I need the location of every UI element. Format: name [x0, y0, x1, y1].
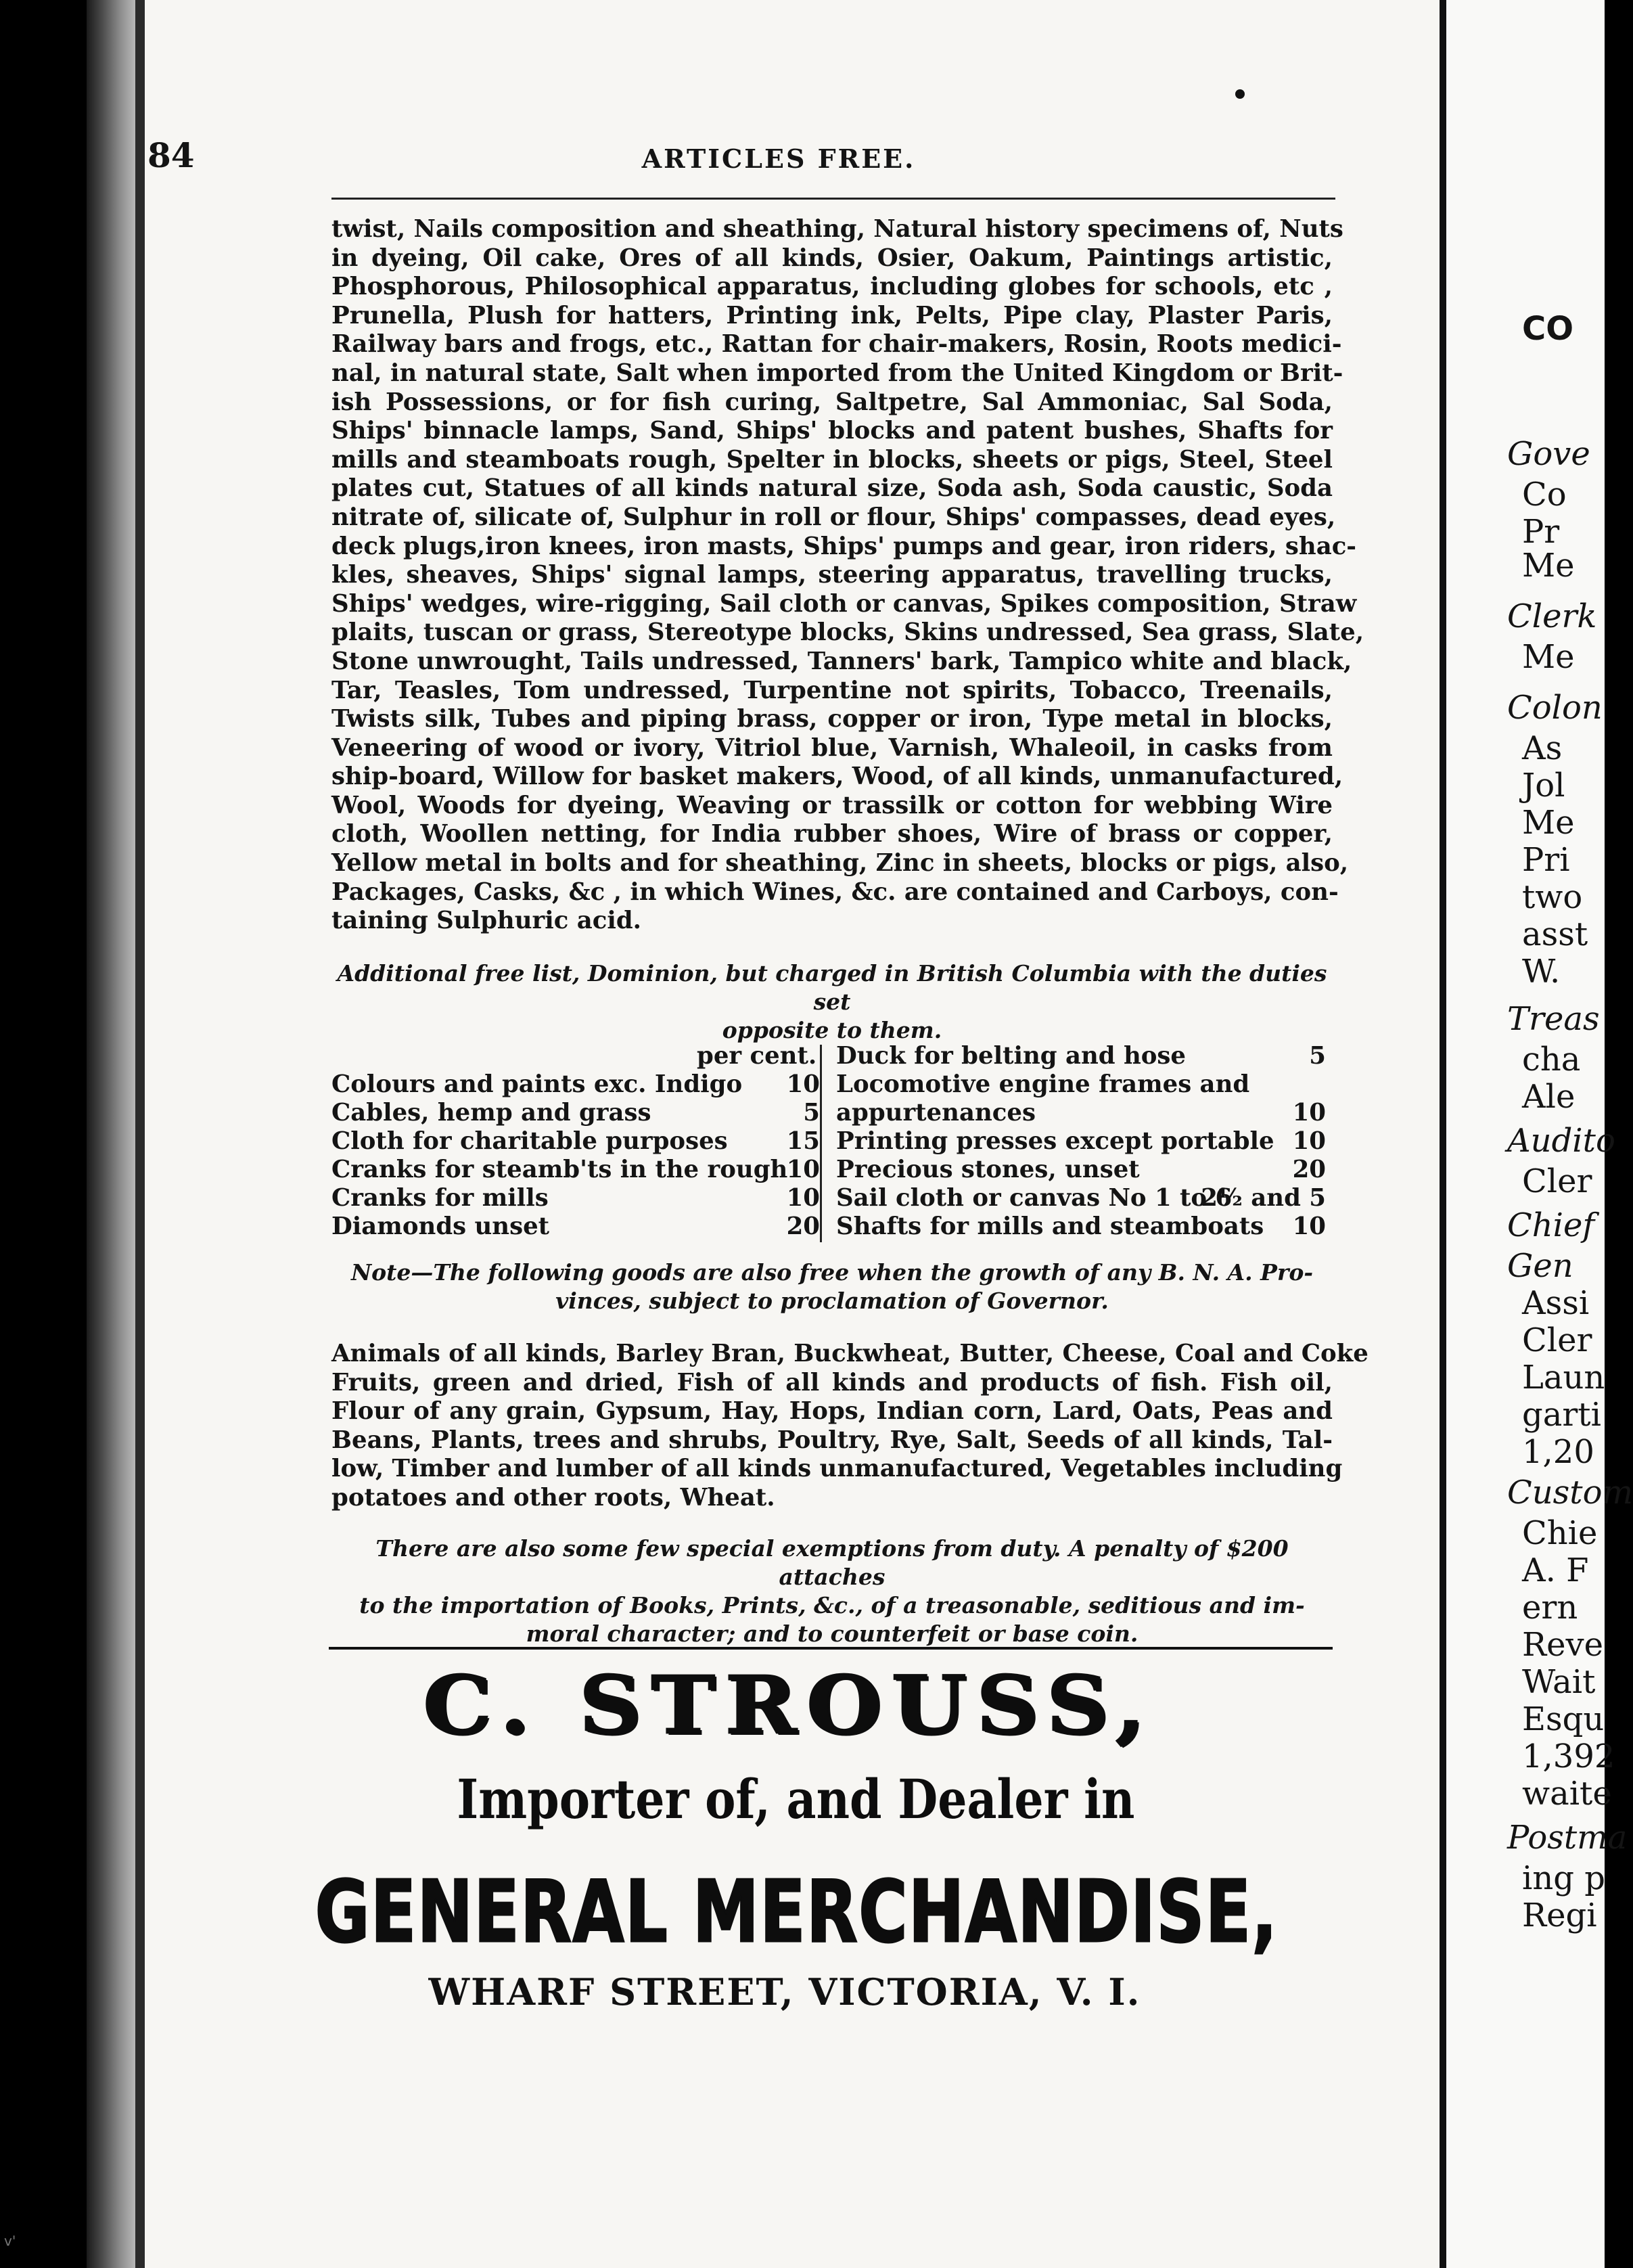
text-line: in dyeing, Oil cake, Ores of all kinds, Osier, Oakum, Paintings artistic,	[331, 244, 1333, 272]
adjacent-page-fragment: Jol	[1522, 767, 1565, 804]
duty-rate: 10	[786, 1156, 820, 1183]
text-line: mills and steamboats rough, Spelter in blocks, sheets or pigs, Steel, Steel	[331, 445, 1333, 474]
advertisement-address	[0, 1970, 1605, 2014]
duty-rate: 5	[803, 1099, 820, 1127]
text-line: taining Sulphuric acid.	[331, 907, 641, 935]
text-line: ish Possessions, or for fish curing, Saltpetre, Sal Ammoniac, Sal Soda,	[331, 388, 1333, 416]
adjacent-page-fragment: Audito	[1507, 1122, 1615, 1160]
note-line: Additional free list, Dominion, but charged in British Columbia with the duties set	[337, 960, 1327, 1015]
adjacent-page-fragment: Laun	[1522, 1359, 1605, 1397]
adjacent-page-fragment: As	[1522, 729, 1563, 767]
adjacent-page-fragment: Ale	[1522, 1078, 1576, 1116]
text-line: Twists silk, Tubes and piping brass, copper or iron, Type metal in blocks,	[331, 705, 1333, 733]
adjacent-page-fragment: Me	[1522, 547, 1575, 585]
duty-rate: 20	[1292, 1156, 1326, 1183]
text-line: Wool, Woods for dyeing, Weaving or trassilk or cotton for webbing Wire	[331, 791, 1333, 819]
advertisement-headline	[0, 1859, 1605, 1961]
free-list-paragraph	[331, 215, 1364, 936]
exemptions-note	[331, 1535, 1333, 1648]
duty-rate: 10	[786, 1070, 820, 1098]
adjacent-page-edge	[1440, 0, 1633, 2268]
text-line: kles, sheaves, Ships' signal lamps, steering apparatus, travelling trucks,	[331, 561, 1333, 589]
duty-item: appurtenances	[836, 1099, 1036, 1127]
adjacent-page-fragment: cha	[1522, 1041, 1581, 1079]
duty-rate: 10	[786, 1184, 820, 1212]
adjacent-page-fragment: Colon	[1507, 689, 1603, 727]
advertisement-subtitle-text: Importer of, and Dealer in	[456, 1767, 1134, 1831]
note-line: vinces, subject to proclamation of Governor.	[555, 1288, 1109, 1314]
header-rule	[331, 198, 1335, 200]
advertisement-rule	[329, 1647, 1333, 1650]
adjacent-page-fragment: Gove	[1507, 435, 1590, 473]
adjacent-page-fragment: Treas	[1507, 1000, 1600, 1038]
adjacent-page-fragment: CO	[1522, 310, 1574, 348]
duty-item: Printing presses except portable	[836, 1127, 1274, 1155]
margin-mark: v'	[4, 2233, 16, 2249]
adjacent-page-fragment: waite	[1522, 1775, 1612, 1813]
text-line: low, Timber and lumber of all kinds unmanufactured, Vegetables including	[331, 1455, 1343, 1483]
duty-rate: 2½ and 5	[1201, 1184, 1326, 1212]
duty-rate: 15	[786, 1127, 820, 1155]
duty-table-header: per cent.	[697, 1042, 817, 1070]
duty-rate: 20	[786, 1212, 820, 1240]
provinces-free-list-paragraph	[331, 1340, 1368, 1513]
text-line: Prunella, Plush for hatters, Printing ink, Pelts, Pipe clay, Plaster Paris,	[331, 301, 1333, 330]
duty-item: Cloth for charitable purposes	[331, 1127, 728, 1155]
adjacent-page-fragment: Wait	[1522, 1663, 1596, 1701]
text-line: nal, in natural state, Salt when imported from the United Kingdom or Brit-	[331, 359, 1343, 387]
adjacent-page-fragment: Pri	[1522, 841, 1570, 879]
duty-item: Sail cloth or canvas No 1 to 6	[836, 1184, 1233, 1212]
text-line: Beans, Plants, trees and shrubs, Poultry, Rye, Salt, Seeds of all kinds, Tal-	[331, 1426, 1333, 1454]
text-line: Phosphorous, Philosophical apparatus, including globes for schools, etc ,	[331, 273, 1333, 301]
duty-item: Locomotive engine frames and	[836, 1070, 1250, 1098]
ink-dot	[1235, 89, 1245, 99]
duty-item: Cables, hemp and grass	[331, 1099, 651, 1127]
text-line: ship-board, Willow for basket makers, Wood, of all kinds, unmanufactured,	[331, 763, 1343, 791]
duty-item: Precious stones, unset	[836, 1156, 1140, 1183]
adjacent-page-fragment: Cler	[1522, 1162, 1592, 1200]
text-line: Stone unwrought, Tails undressed, Tanners' bark, Tampico white and black,	[331, 647, 1352, 675]
duty-rate: 10	[1292, 1212, 1326, 1240]
adjacent-page-fragment: Chief	[1507, 1206, 1595, 1244]
note-line: to the importation of Books, Prints, &c., of a treasonable, seditious and im-	[359, 1592, 1305, 1618]
adjacent-page-fragment: 1,392	[1522, 1738, 1615, 1775]
column-divider	[820, 1045, 822, 1242]
running-head-text: ARTICLES FREE.	[641, 143, 916, 174]
text-line: twist, Nails composition and sheathing, Natural history specimens of, Nuts	[331, 215, 1343, 243]
text-line: Railway bars and frogs, etc., Rattan for chair-makers, Rosin, Roots medici-	[331, 330, 1342, 359]
note-line: opposite to them.	[722, 1017, 942, 1043]
adjacent-page-fragment: Me	[1522, 804, 1575, 842]
advertiser-name-text: C. STROUSS,	[423, 1659, 1155, 1752]
advertisement-subtitle	[0, 1767, 1605, 1831]
advertisement-headline-text: GENERAL MERCHANDISE,	[315, 1862, 1279, 1961]
duty-item: Diamonds unset	[331, 1212, 550, 1240]
additional-free-list-note	[331, 959, 1333, 1045]
text-line: Ships' binnacle lamps, Sand, Ships' blocks and patent bushes, Shafts for	[331, 417, 1333, 445]
adjacent-page-fragment: Clerk	[1507, 597, 1597, 635]
text-line: nitrate of, silicate of, Sulphur in roll or flour, Ships' compasses, dead eyes,	[331, 503, 1336, 531]
adjacent-page-fragment: Regi	[1522, 1897, 1597, 1934]
adjacent-page-fragment: Co	[1522, 476, 1567, 514]
duty-rate: 10	[1292, 1127, 1326, 1155]
adjacent-page-fragment: two	[1522, 878, 1583, 916]
duty-item: Shafts for mills and steamboats	[836, 1212, 1264, 1240]
duty-item: Cranks for mills	[331, 1184, 549, 1212]
duty-rate: 5	[1309, 1042, 1326, 1070]
text-line: Tar, Teasles, Tom undressed, Turpentine not spirits, Tobacco, Treenails,	[331, 676, 1333, 704]
text-line: Veneering of wood or ivory, Vitriol blue, Varnish, Whaleoil, in casks from	[331, 733, 1333, 762]
text-line: plates cut, Statues of all kinds natural size, Soda ash, Soda caustic, Soda	[331, 474, 1333, 503]
running-head	[0, 143, 1605, 174]
text-line: Packages, Casks, &c , in which Wines, &c. are contained and Carboys, con-	[331, 878, 1339, 906]
adjacent-page-fragment: Pr	[1522, 513, 1560, 551]
adjacent-page-fragment: ern	[1522, 1589, 1578, 1627]
page-gutter	[1440, 0, 1446, 2268]
adjacent-page-fragment: Esqu	[1522, 1700, 1605, 1738]
page-number: 84	[147, 135, 195, 175]
text-line: Animals of all kinds, Barley Bran, Buckwheat, Butter, Cheese, Coal and Coke	[331, 1340, 1368, 1367]
text-line: Fruits, green and dried, Fish of all kinds and products of fish. Fish oil,	[331, 1368, 1333, 1397]
duty-item: Colours and paints exc. Indigo	[331, 1070, 743, 1098]
text-line: cloth, Woollen netting, for India rubber shoes, Wire of brass or copper,	[331, 820, 1333, 848]
adjacent-page-fragment: asst	[1522, 915, 1588, 953]
adjacent-page-fragment: Reve	[1522, 1626, 1604, 1664]
duty-item: Cranks for steamb'ts in the rough	[331, 1156, 788, 1183]
adjacent-page-fragment: 1,20	[1522, 1433, 1594, 1471]
text-line: Flour of any grain, Gypsum, Hay, Hops, Indian corn, Lard, Oats, Peas and	[331, 1397, 1333, 1426]
duty-rate: 10	[1292, 1099, 1326, 1127]
adjacent-page-fragment: ing p	[1522, 1859, 1605, 1897]
adjacent-page-fragment: Assi	[1522, 1284, 1590, 1322]
duty-table	[331, 1042, 1333, 1245]
adjacent-page-fragment: Cler	[1522, 1321, 1592, 1359]
text-line: Ships' wedges, wire-rigging, Sail cloth or canvas, Spikes composition, Straw	[331, 589, 1357, 618]
note-line: There are also some few special exemptions from duty. A penalty of $200 attaches	[375, 1535, 1289, 1590]
adjacent-page-fragment: Me	[1522, 638, 1575, 676]
adjacent-page-fragment: Postma	[1507, 1819, 1628, 1857]
note-line: moral character; and to counterfeit or base coin.	[526, 1620, 1138, 1647]
text-line: Yellow metal in bolts and for sheathing, Zinc in sheets, blocks or pigs, also,	[331, 849, 1349, 878]
text-line: plaits, tuscan or grass, Stereotype blocks, Skins undressed, Sea grass, Slate,	[331, 618, 1364, 647]
advertiser-name	[0, 1655, 1605, 1756]
adjacent-page-fragment: Chie	[1522, 1514, 1598, 1552]
duty-item: Duck for belting and hose	[836, 1042, 1187, 1070]
adjacent-page-fragment: A. F	[1522, 1551, 1589, 1589]
note-line: Note—The following goods are also free when the growth of any B. N. A. Pro-	[350, 1259, 1314, 1286]
adjacent-page-fragment: garti	[1522, 1396, 1601, 1434]
adjacent-page-fragment: Gen	[1507, 1247, 1573, 1285]
provinces-note	[331, 1258, 1333, 1315]
text-line: potatoes and other roots, Wheat.	[331, 1483, 775, 1512]
text-line: deck plugs,iron knees, iron masts, Ships' pumps and gear, iron riders, shac-	[331, 532, 1357, 560]
adjacent-page-fragment: W.	[1522, 953, 1561, 991]
advertisement-address-text: WHARF STREET, VICTORIA, V. I.	[428, 1970, 1141, 2014]
adjacent-page-fragment: Custom	[1507, 1474, 1633, 1512]
